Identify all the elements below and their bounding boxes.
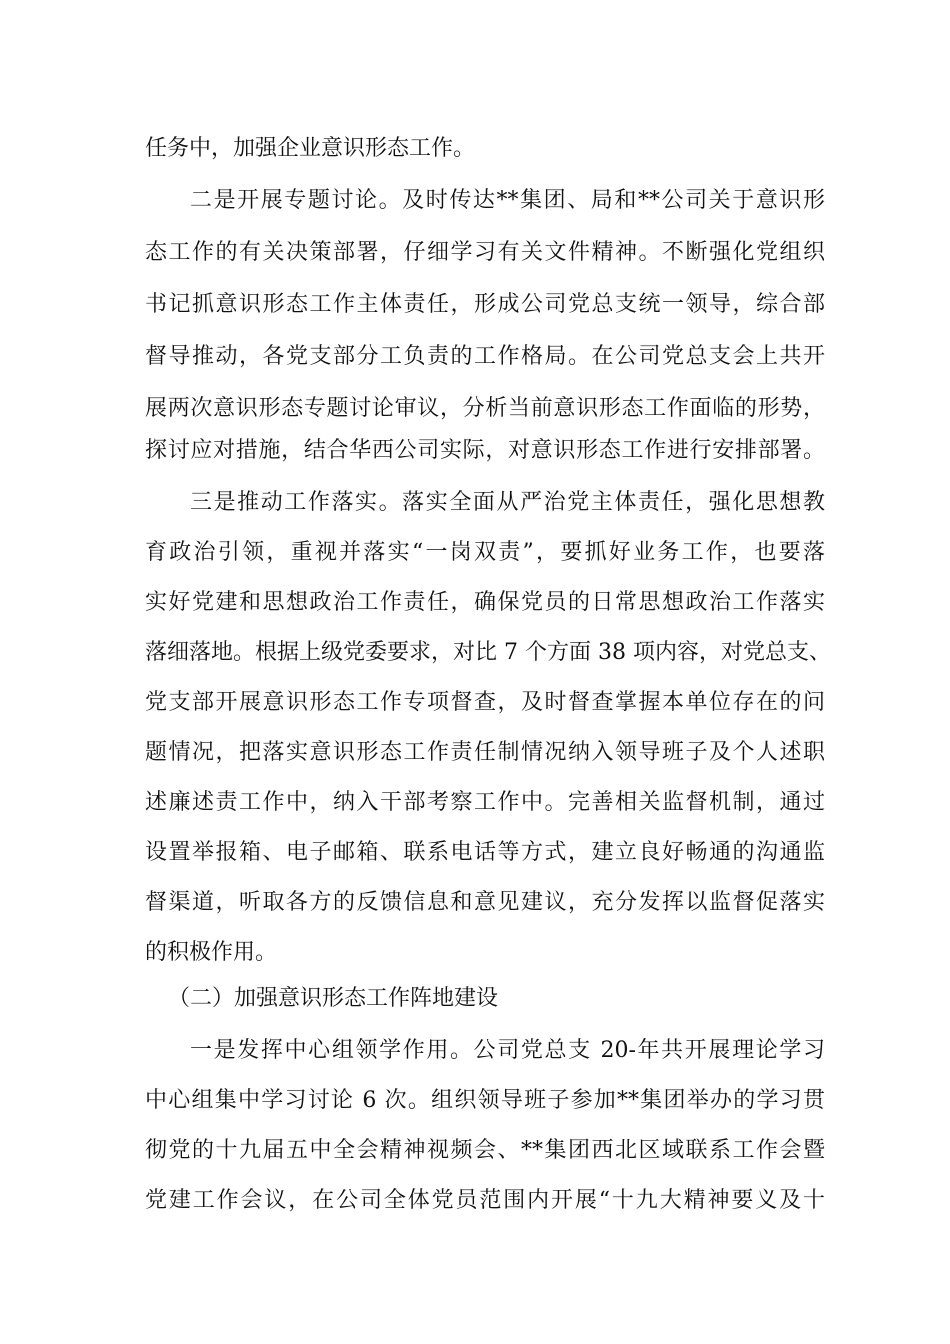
- section-heading: （二）加强意识形态工作阵地建设: [168, 986, 499, 1011]
- text-line: 督渠道，听取各方的反馈信息和意见建议，充分发挥以监督促落实: [145, 890, 825, 915]
- text-line: 展两次意识形态专题讨论审议，分析当前意识形态工作面临的形势，: [145, 396, 825, 421]
- text-line: 设置举报箱、电子邮箱、联系电话等方式，建立良好畅通的沟通监: [145, 840, 825, 865]
- text-line: 任务中，加强企业意识形态工作。: [145, 136, 476, 161]
- text-line: 中心组集中学习讨论 6 次。组织领导班子参加**集团举办的学习贯: [145, 1088, 825, 1113]
- text-line: 党支部开展意识形态工作专项督查，及时督查掌握本单位存在的问: [145, 690, 825, 715]
- text-line: 题情况，把落实意识形态工作责任制情况纳入领导班子及个人述职: [145, 740, 825, 765]
- paragraph-start-line: 二是开展专题讨论。及时传达**集团、局和**公司关于意识形: [190, 188, 825, 213]
- text-line: 述廉述责工作中，纳入干部考察工作中。完善相关监督机制，通过: [145, 790, 825, 815]
- paragraph-start-line: 三是推动工作落实。落实全面从严治党主体责任，强化思想教: [190, 490, 825, 515]
- text-line: 实好党建和思想政治工作责任，确保党员的日常思想政治工作落实: [145, 590, 825, 615]
- text-line: 态工作的有关决策部署，仔细学习有关文件精神。不断强化党组织: [145, 240, 825, 265]
- text-line: 落细落地。根据上级党委要求，对比 7 个方面 38 项内容，对党总支、: [145, 640, 831, 665]
- text-line: 彻党的十九届五中全会精神视频会、**集团西北区域联系工作会暨: [145, 1138, 825, 1163]
- paragraph-start-line: 一是发挥中心组领学作用。公司党总支 20-年共开展理论学习: [190, 1038, 825, 1063]
- text-line: 书记抓意识形态工作主体责任，形成公司党总支统一领导，综合部: [145, 292, 825, 317]
- text-line: 探讨应对措施，结合华西公司实际，对意识形态工作进行安排部署。: [145, 438, 825, 463]
- text-line: 育政治引领，重视并落实“一岗双责”，要抓好业务工作，也要落: [145, 540, 825, 565]
- text-line: 督导推动，各党支部分工负责的工作格局。在公司党总支会上共开: [145, 344, 825, 369]
- text-line: 党建工作会议，在公司全体党员范围内开展“十九大精神要义及十: [145, 1188, 825, 1213]
- text-line: 的积极作用。: [145, 940, 278, 965]
